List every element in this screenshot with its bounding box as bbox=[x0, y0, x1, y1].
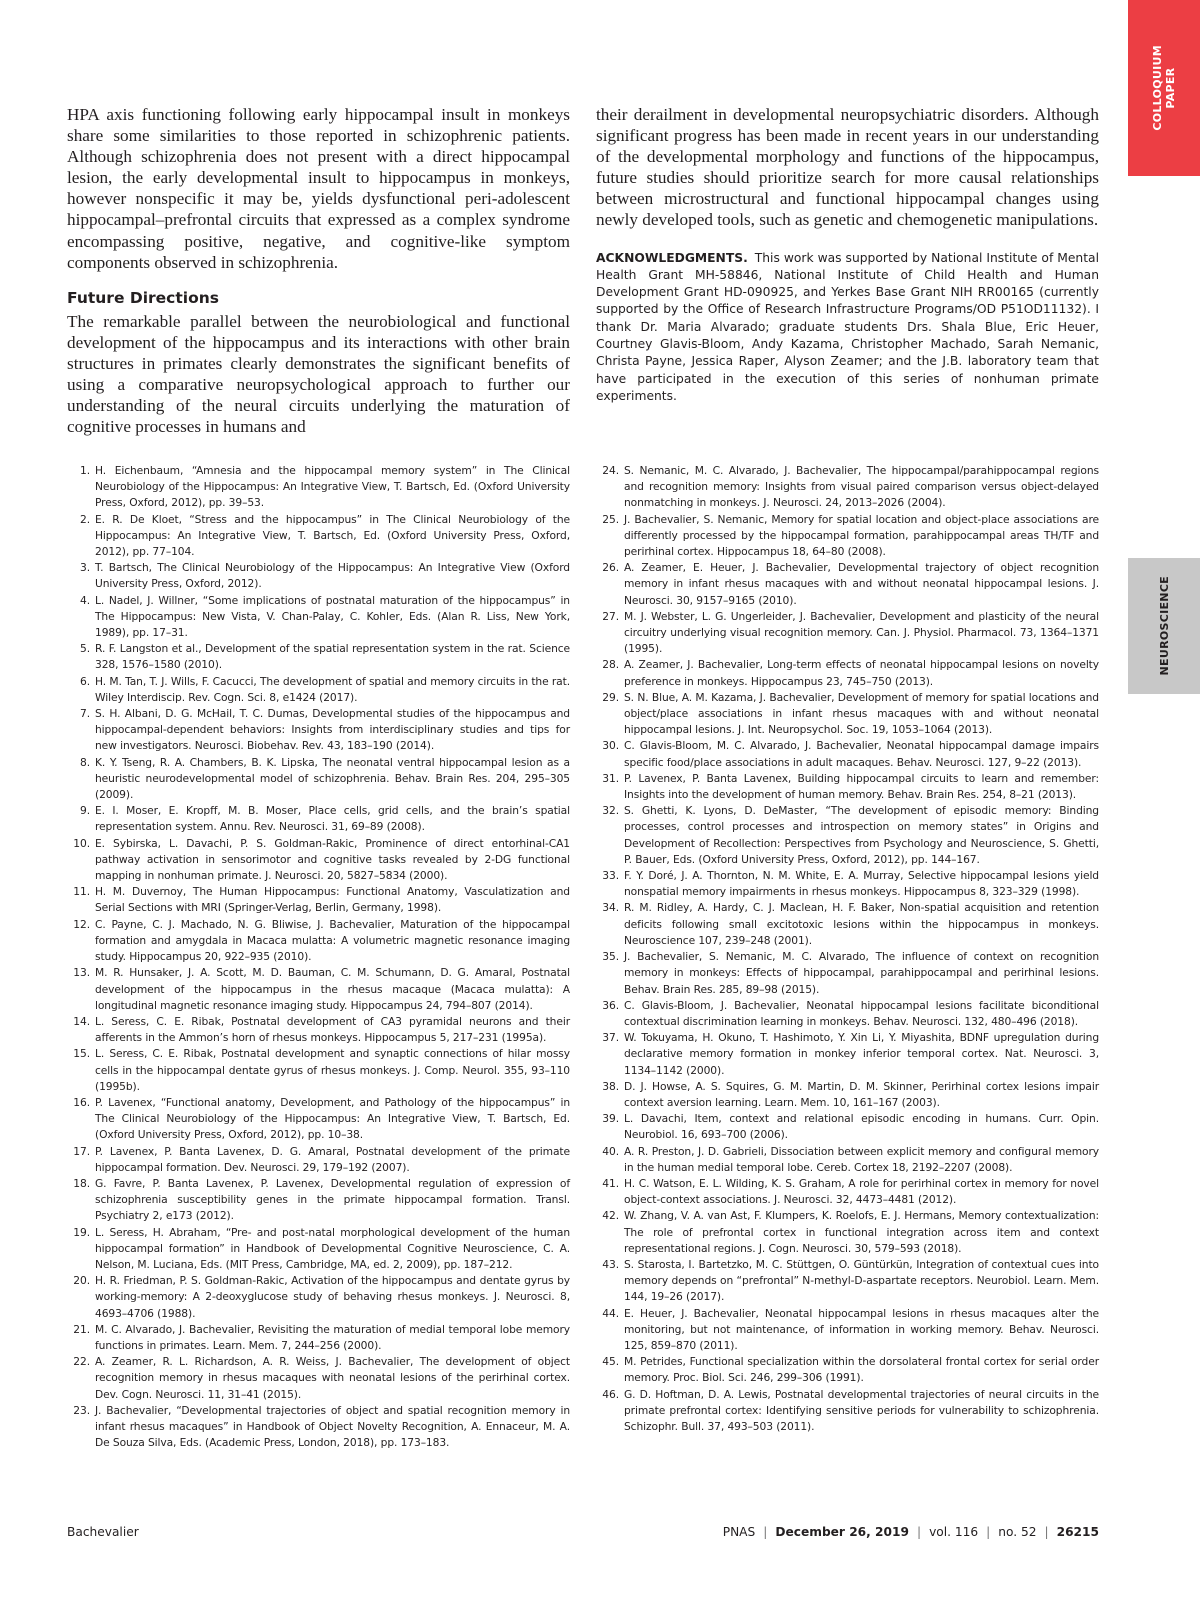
reference-text: M. J. Webster, L. G. Ungerleider, J. Bachevalier, Development and plasticity of the neural circuitry underlying visual recognition memory. Can. J. Physiol. Pharmacol. 73, 1364–1371 (1995). bbox=[624, 609, 1099, 656]
reference-number: 44. bbox=[602, 1306, 619, 1320]
reference-text: S. Ghetti, K. Lyons, D. DeMaster, “The development of episodic memory: Binding processes, control processes and introspection on memory states” in Origins and Development of Recollection: Perspectives from Psychology and Neuroscience, S. Ghetti, P. Bauer, Eds. (Oxford University Press, Oxford, 2012), pp. 144–167. bbox=[624, 804, 1099, 866]
reference-number: 36. bbox=[602, 998, 619, 1012]
reference-text: L. Seress, C. E. Ribak, Postnatal development of CA3 pyramidal neurons and their afferents in the Ammon’s horn of rhesus monkeys. Hippocampus 5, 217–231 (1995a). bbox=[95, 1014, 570, 1045]
reference-number: 39. bbox=[602, 1112, 619, 1126]
reference-text: A. Zeamer, R. L. Richardson, A. R. Weiss, J. Bachevalier, The development of object recognition memory in rhesus macaques with neonatal lesions of the perirhinal cortex. Dev. Cogn. Neurosci. 11, 31–41 (2015). bbox=[95, 1355, 570, 1401]
reference-text: H. Eichenbaum, “Amnesia and the hippocampal memory system” in The Clinical Neurobiology of the Hippocampus: An Integrative View, T. Bartsch, Ed. (Oxford University Press, Oxford, 2012), pp. 39–53. bbox=[95, 464, 570, 510]
footer-citation bbox=[723, 1524, 1099, 1540]
reference-item bbox=[67, 917, 570, 966]
reference-text: J. Bachevalier, S. Nemanic, M. C. Alvarado, The influence of context on recognition memory in monkeys: Effects of hippocampal, parahippocampal and perirhinal lesions. Behav. Brain Res. 285, 89–98 (2015). bbox=[624, 950, 1099, 996]
reference-text: S. N. Blue, A. M. Kazama, J. Bachevalier, Development of memory for spatial locations and object/place associations in infant rhesus macaques with and without neonatal hippocampal lesions. J. Int. Neuropsychol. Soc. 19, 1053–1064 (2013). bbox=[624, 690, 1099, 737]
reference-number: 38. bbox=[602, 1079, 619, 1093]
reference-item bbox=[596, 463, 1099, 512]
reference-item bbox=[67, 1403, 570, 1452]
reference-text: C. Glavis-Bloom, J. Bachevalier, Neonatal hippocampal lesions facilitate biconditional contextual discrimination learning in monkeys. Behav. Neurosci. 132, 480–496 (2018). bbox=[624, 998, 1099, 1028]
reference-number: 24. bbox=[602, 464, 619, 477]
reference-text: E. R. De Kloet, “Stress and the hippocampus” in The Clinical Neurobiology of the Hippocampus: An Integrative View, T. Bartsch, Ed. (Oxford University Press, Oxford, 2012), pp. 77–104. bbox=[95, 512, 570, 559]
reference-text: H. R. Friedman, P. S. Goldman-Rakic, Activation of the hippocampus and dentate gyrus by working-memory: A 2-deoxyglucose study of behaving rhesus monkeys. J. Neurosci. 8, 4693–4706 (1988). bbox=[95, 1274, 570, 1320]
reference-item bbox=[67, 1225, 570, 1274]
reference-item bbox=[67, 884, 570, 916]
reference-item bbox=[596, 1144, 1099, 1176]
reference-number: 21. bbox=[73, 1322, 90, 1336]
reference-text: G. D. Hoftman, D. A. Lewis, Postnatal developmental trajectories of neural circuits in the primate prefrontal cortex: Identifying sensitive periods for vulnerability to schizophrenia. Schizophr. Bull. 37, 493–503 (2011). bbox=[624, 1387, 1099, 1433]
reference-text: M. R. Hunsaker, J. A. Scott, M. D. Bauman, C. M. Schumann, D. G. Amaral, Postnatal development of the hippocampus in the rhesus macaque (Macaca mulatta): A longitudinal magnetic resonance imaging study. Hippocampus 24, 794–807 (2014). bbox=[95, 966, 570, 1012]
left-text-column bbox=[67, 104, 570, 437]
colloquium-paper-label: COLLOQUIUM PAPER bbox=[1151, 45, 1177, 131]
reference-number: 26. bbox=[602, 561, 619, 575]
reference-number: 4. bbox=[80, 593, 90, 607]
reference-text: S. Starosta, I. Bartetzko, M. C. Stüttgen, O. Güntürkün, Integration of contextual cues into memory depends on “prefrontal” N-methyl-D-aspartate receptors. Neurobiol. Learn. Mem. 144, 19–26 (2017). bbox=[624, 1257, 1099, 1304]
reference-item bbox=[596, 868, 1099, 900]
reference-number: 10. bbox=[73, 836, 90, 850]
acknowledgments bbox=[596, 250, 1099, 406]
reference-number: 33. bbox=[602, 869, 619, 883]
reference-text: S. H. Albani, D. G. McHail, T. C. Dumas, Developmental studies of the hippocampus and hippocampal-dependent behaviors: Insights from interdisciplinary studies and tips for new investigators. Neurosci. Biobehav. Rev. 43, 183–190 (2014). bbox=[95, 707, 570, 753]
reference-text: L. Nadel, J. Willner, “Some implications of postnatal maturation of the hippocampus” in The Hippocampus: New Vista, V. Chan-Palay, C. Kohler, Eds. (Alan R. Liss, New York, 1989), pp. 17–31. bbox=[95, 593, 570, 640]
reference-number: 32. bbox=[602, 804, 619, 818]
reference-item bbox=[67, 1322, 570, 1354]
footer-separator: | bbox=[763, 1525, 768, 1539]
footer-volume: vol. 116 bbox=[929, 1525, 979, 1539]
reference-number: 5. bbox=[80, 642, 90, 656]
footer-separator: | bbox=[1044, 1525, 1049, 1539]
reference-item bbox=[596, 690, 1099, 739]
reference-item bbox=[596, 1306, 1099, 1355]
reference-text: K. Y. Tseng, R. A. Chambers, B. K. Lipska, The neonatal ventral hippocampal lesion as a heuristic neurodevelopmental model of schizophrenia. Behav. Brain Res. 204, 295–305 (2009). bbox=[95, 755, 570, 802]
reference-number: 12. bbox=[73, 917, 90, 931]
reference-item bbox=[67, 965, 570, 1014]
acknowledgments-label: ACKNOWLEDGMENTS. bbox=[596, 250, 748, 265]
reference-text: W. Zhang, V. A. van Ast, F. Klumpers, K. Roelofs, E. J. Hermans, Memory contextualization: The role of prefrontal cortex in functional integration across item and context representational regions. J. Cogn. Neurosci. 30, 579–593 (2018). bbox=[624, 1209, 1099, 1255]
reference-number: 41. bbox=[602, 1176, 619, 1190]
reference-number: 18. bbox=[73, 1176, 90, 1190]
reference-text: H. M. Duvernoy, The Human Hippocampus: Functional Anatomy, Vasculatization and Serial Sections with MRI (Springer-Verlag, Berlin, Germany, 1998). bbox=[95, 885, 570, 915]
reference-number: 27. bbox=[602, 609, 619, 623]
reference-item bbox=[596, 1030, 1099, 1079]
reference-item bbox=[67, 463, 570, 512]
reference-number: 13. bbox=[73, 966, 90, 980]
reference-number: 31. bbox=[602, 771, 619, 785]
reference-item bbox=[67, 641, 570, 673]
reference-number: 25. bbox=[602, 512, 619, 526]
section-label: NEUROSCIENCE bbox=[1157, 576, 1171, 676]
reference-item bbox=[596, 1354, 1099, 1386]
reference-list-right bbox=[596, 463, 1099, 1435]
reference-item bbox=[67, 803, 570, 835]
reference-number: 17. bbox=[73, 1144, 90, 1158]
footer-journal-name: PNAS bbox=[722, 1525, 756, 1539]
reference-text: L. Seress, H. Abraham, “Pre- and post-natal morphological development of the human hippocampal formation” in Handbook of Developmental Cognitive Neuroscience, C. A. Nelson, M. Luciana, Eds. (MIT Press, Cambridge, MA, ed. 2, 2009), pp. 187–212. bbox=[95, 1225, 570, 1271]
reference-item bbox=[596, 1111, 1099, 1143]
reference-text: H. M. Tan, T. J. Wills, F. Cacucci, The development of spatial and memory circuits in the rat. Wiley Interdiscip. Rev. Cogn. Sci. 8, e1424 (2017). bbox=[95, 674, 570, 704]
reference-item bbox=[596, 1079, 1099, 1111]
body-paragraph: HPA axis functioning following early hippocampal insult in monkeys share some similarities to those reported in schizophrenic patients. Although schizophrenia does not present with a direct hippocampal lesion, the early developmental insult to hippocampus in monkeys, however nonspecific it may be, yields dysfunctional peri-adolescent hippocampal–prefrontal circuits that expressed as a complex syndrome encompassing positive, negative, and cognitive-like symptom components observed in schizophrenia. bbox=[67, 105, 570, 272]
reference-number: 40. bbox=[602, 1144, 619, 1158]
reference-text: S. Nemanic, M. C. Alvarado, J. Bachevalier, The hippocampal/parahippocampal regions and recognition memory: Insights from visual paired comparison versus object-delayed nonmatching in monkeys. J. Neurosci. 24, 2013–2026 (2004). bbox=[624, 464, 1099, 510]
reference-item bbox=[67, 560, 570, 592]
reference-item bbox=[67, 1014, 570, 1046]
reference-item bbox=[596, 609, 1099, 658]
reference-number: 19. bbox=[73, 1225, 90, 1239]
reference-item bbox=[67, 512, 570, 561]
footer-separator: | bbox=[916, 1525, 922, 1539]
reference-item bbox=[67, 1354, 570, 1403]
reference-number: 1. bbox=[80, 464, 90, 477]
colloquium-paper-tab bbox=[1128, 0, 1200, 176]
reference-text: F. Y. Doré, J. A. Thornton, N. M. White, E. A. Murray, Selective hippocampal lesions yield nonspatial memory impairments in rhesus monkeys. Hippocampus 8, 323–329 (1998). bbox=[624, 869, 1099, 899]
reference-number: 20. bbox=[73, 1274, 90, 1288]
reference-item bbox=[67, 1046, 570, 1095]
reference-text: E. Heuer, J. Bachevalier, Neonatal hippocampal lesions in rhesus macaques alter the monitoring, but not maintenance, of information in working memory. Behav. Neurosci. 125, 859–870 (2011). bbox=[624, 1306, 1099, 1352]
reference-number: 23. bbox=[73, 1403, 90, 1417]
reference-item bbox=[596, 1176, 1099, 1208]
footer-issue: no. 52 bbox=[998, 1525, 1037, 1539]
reference-text: J. Bachevalier, S. Nemanic, Memory for spatial location and object-place associations are differently processed by the hippocampal formation, parahippocampal areas TH/TF and perirhinal cortex. Hippocampus 18, 64–80 (2008). bbox=[624, 512, 1099, 559]
footer-page-number: 26215 bbox=[1056, 1525, 1099, 1539]
reference-text: L. Seress, C. E. Ribak, Postnatal development and synaptic connections of hilar mossy cells in the hippocampal dentate gyrus of rhesus monkeys. J. Comp. Neurol. 355, 93–110 (1995b). bbox=[95, 1047, 570, 1093]
footer-separator: | bbox=[986, 1525, 991, 1539]
reference-number: 6. bbox=[80, 674, 90, 688]
reference-number: 16. bbox=[73, 1095, 90, 1109]
reference-number: 46. bbox=[602, 1387, 619, 1401]
footer-author: Bachevalier bbox=[67, 1525, 139, 1539]
reference-text: L. Davachi, Item, context and relational episodic encoding in humans. Curr. Opin. Neurobiol. 16, 693–700 (2006). bbox=[624, 1112, 1099, 1142]
reference-text: A. R. Preston, J. D. Gabrieli, Dissociation between explicit memory and configural memory in the human medial temporal lobe. Cereb. Cortex 18, 2192–2207 (2008). bbox=[624, 1144, 1099, 1174]
reference-text: R. F. Langston et al., Development of the spatial representation system in the rat. Science 328, 1576–1580 (2010). bbox=[95, 642, 570, 672]
reference-item bbox=[596, 512, 1099, 561]
reference-text: J. Bachevalier, “Developmental trajectories of object and spatial recognition memory in infant rhesus macaques” in Handbook of Object Novelty Recognition, A. Ennaceur, M. A. De Souza Silva, Eds. (Academic Press, London, 2018), pp. 173–183. bbox=[95, 1403, 570, 1450]
reference-text: C. Payne, C. J. Machado, N. G. Bliwise, J. Bachevalier, Maturation of the hippocampal formation and amygdala in Macaca mulatta: A volumetric magnetic resonance imaging study. Hippocampus 20, 922–935 (2010). bbox=[95, 917, 570, 964]
reference-list-left bbox=[67, 463, 570, 1451]
reference-item bbox=[596, 1257, 1099, 1306]
reference-number: 43. bbox=[602, 1257, 619, 1271]
footer-date: December 26, 2019 bbox=[775, 1525, 909, 1539]
reference-item bbox=[596, 657, 1099, 689]
reference-number: 28. bbox=[602, 658, 619, 672]
reference-number: 8. bbox=[80, 755, 90, 769]
reference-item bbox=[67, 674, 570, 706]
reference-number: 11. bbox=[73, 885, 90, 899]
reference-number: 37. bbox=[602, 1031, 619, 1045]
reference-text: P. Lavenex, “Functional anatomy, Development, and Pathology of the hippocampus” in The Clinical Neurobiology of the Hippocampus: An Integrative View, T. Bartsch, Ed. (Oxford University Press, Oxford, 2012), pp. 10–38. bbox=[95, 1095, 570, 1142]
reference-number: 3. bbox=[80, 561, 90, 575]
section-tab bbox=[1128, 558, 1200, 694]
reference-text: P. Lavenex, P. Banta Lavenex, D. G. Amaral, Postnatal development of the primate hippocampal formation. Dev. Neurosci. 29, 179–192 (2007). bbox=[95, 1144, 570, 1174]
reference-item bbox=[67, 1095, 570, 1144]
reference-number: 2. bbox=[80, 512, 90, 526]
reference-number: 14. bbox=[73, 1014, 90, 1028]
reference-text: A. Zeamer, E. Heuer, J. Bachevalier, Developmental trajectory of object recognition memory in infant rhesus macaques with and without neonatal hippocampal lesions. J. Neurosci. 30, 9157–9165 (2010). bbox=[624, 561, 1099, 607]
body-paragraph: their derailment in developmental neuropsychiatric disorders. Although significant progress has been made in recent years in our understanding of the developmental morphology and functions of the hippocampus, future studies should prioritize search for more causal relationships between microstructural and functional hippocampal changes using newly developed tools, such as genetic and chemogenetic manipulations. bbox=[596, 105, 1099, 230]
reference-number: 29. bbox=[602, 690, 619, 704]
reference-item bbox=[596, 1387, 1099, 1436]
reference-text: T. Bartsch, The Clinical Neurobiology of the Hippocampus: An Integrative View (Oxford University Press, Oxford, 2012). bbox=[95, 561, 570, 591]
reference-text: R. M. Ridley, A. Hardy, C. J. Maclean, H. F. Baker, Non-spatial acquisition and retention deficits following small excitotoxic lesions within the hippocampus in monkeys. Neuroscience 107, 239–248 (2001). bbox=[624, 901, 1099, 947]
reference-number: 35. bbox=[602, 950, 619, 964]
reference-number: 9. bbox=[80, 804, 90, 818]
reference-text: M. C. Alvarado, J. Bachevalier, Revisiting the maturation of medial temporal lobe memory functions in primates. Learn. Mem. 7, 244–256 (2000). bbox=[95, 1322, 570, 1352]
reference-number: 7. bbox=[80, 707, 90, 721]
reference-text: G. Favre, P. Banta Lavenex, P. Lavenex, Developmental regulation of expression of schizophrenia susceptibility genes in the primate hippocampal formation. Transl. Psychiatry 2, e173 (2012). bbox=[95, 1176, 570, 1223]
reference-item bbox=[596, 1208, 1099, 1257]
reference-item bbox=[596, 900, 1099, 949]
acknowledgments-text: This work was supported by National Institute of Mental Health Grant MH-58846, National Institute of Child Health and Human Development Grant HD-090925, and Yerkes Base Grant NIH RR00165 (currently supported by the Office of Research Infrastructure Programs/OD P51OD11132). I thank Dr. Maria Alvarado; graduate students Drs. Shala Blue, Eric Heuer, Courtney Glavis-Bloom, Andy Kazama, Christopher Machado, Sarah Nemanic, Christa Payne, Jessica Raper, Alyson Zeamer; and the J.B. laboratory team that have participated in the execution of this series of nonhuman primate experiments. bbox=[596, 250, 1099, 403]
reference-item bbox=[596, 998, 1099, 1030]
reference-number: 30. bbox=[602, 739, 619, 753]
reference-number: 45. bbox=[602, 1355, 619, 1369]
body-paragraph: The remarkable parallel between the neurobiological and functional development of the hippocampus and its interactions with other brain structures in primates clearly demonstrates the significant benefits of using a comparative neuropsychological approach to further our understanding of the neural circuits underlying the maturation of cognitive processes in humans and bbox=[67, 311, 570, 437]
reference-text: D. J. Howse, A. S. Squires, G. M. Martin, D. M. Skinner, Perirhinal cortex lesions impair context aversion learning. Learn. Mem. 10, 161–167 (2003). bbox=[624, 1079, 1099, 1109]
reference-item bbox=[596, 738, 1099, 770]
reference-item bbox=[596, 803, 1099, 868]
reference-item bbox=[596, 771, 1099, 803]
reference-item bbox=[67, 593, 570, 642]
reference-number: 15. bbox=[73, 1047, 90, 1061]
reference-text: A. Zeamer, J. Bachevalier, Long-term effects of neonatal hippocampal lesions on novelty preference in monkeys. Hippocampus 23, 745–750 (2013). bbox=[624, 658, 1099, 688]
reference-number: 34. bbox=[602, 901, 619, 915]
reference-text: C. Glavis-Bloom, M. C. Alvarado, J. Bachevalier, Neonatal hippocampal damage impairs specific food/place associations in adult macaques. Behav. Neurosci. 127, 9–22 (2013). bbox=[624, 739, 1099, 769]
reference-item bbox=[596, 949, 1099, 998]
reference-item bbox=[67, 1176, 570, 1225]
reference-item bbox=[67, 1273, 570, 1322]
right-text-column bbox=[596, 104, 1099, 405]
reference-number: 42. bbox=[602, 1209, 619, 1223]
reference-text: H. C. Watson, E. L. Wilding, K. S. Graham, A role for perirhinal cortex in memory for novel object-context associations. J. Neurosci. 32, 4473–4481 (2012). bbox=[624, 1176, 1099, 1207]
reference-text: E. Sybirska, L. Davachi, P. S. Goldman-Rakic, Prominence of direct entorhinal-CA1 pathway activation in sensorimotor and cognitive tasks revealed by 2-DG functional mapping in nonhuman primate. J. Neurosci. 20, 5827–5834 (2000). bbox=[95, 836, 570, 883]
reference-item bbox=[67, 1144, 570, 1176]
reference-item bbox=[67, 755, 570, 804]
section-heading: Future Directions bbox=[67, 288, 220, 307]
reference-text: P. Lavenex, P. Banta Lavenex, Building hippocampal circuits to learn and remember: Insights into the development of human memory. Behav. Brain Res. 254, 8–21 (2013). bbox=[624, 771, 1099, 802]
reference-text: W. Tokuyama, H. Okuno, T. Hashimoto, Y. Xin Li, Y. Miyashita, BDNF upregulation during declarative memory formation in monkey inferior temporal cortex. Nat. Neurosci. 3, 1134–1142 (2000). bbox=[624, 1031, 1099, 1077]
reference-item bbox=[67, 706, 570, 755]
reference-number: 22. bbox=[73, 1355, 90, 1369]
reference-item bbox=[67, 836, 570, 885]
reference-text: E. I. Moser, E. Kropff, M. B. Moser, Place cells, grid cells, and the brain’s spatial representation system. Annu. Rev. Neurosci. 31, 69–89 (2008). bbox=[95, 804, 570, 834]
reference-item bbox=[596, 560, 1099, 609]
reference-text: M. Petrides, Functional specialization within the dorsolateral frontal cortex for serial order memory. Proc. Biol. Sci. 246, 299–306 (1991). bbox=[624, 1355, 1099, 1385]
